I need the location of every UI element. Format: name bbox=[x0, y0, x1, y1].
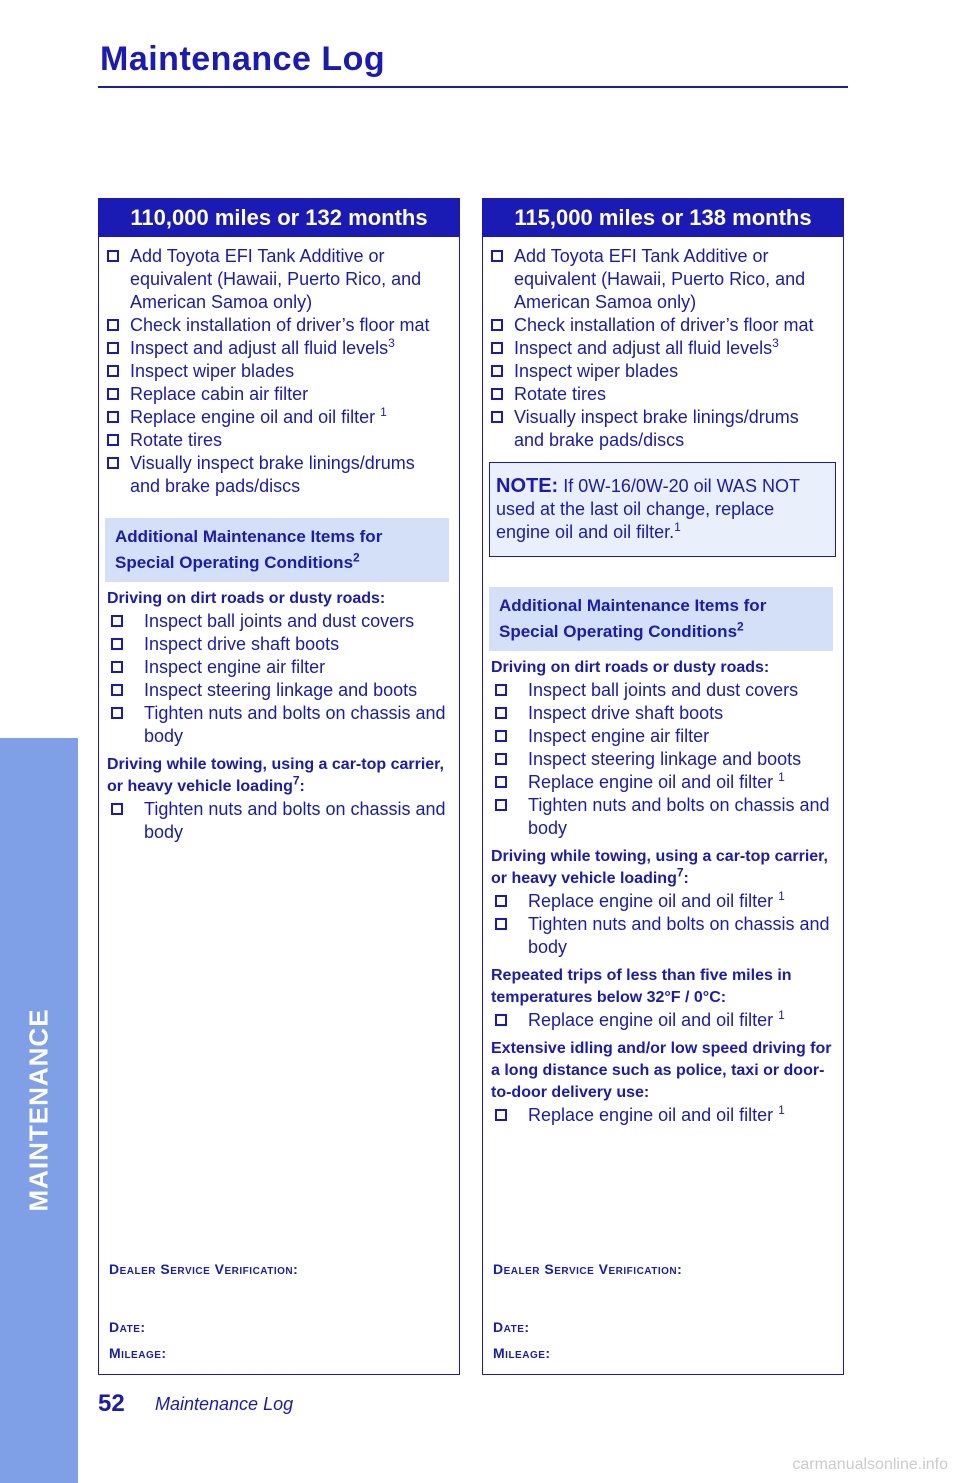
item-footnote: 1 bbox=[778, 1103, 785, 1117]
checklist-item bbox=[107, 452, 449, 498]
item-text: Replace engine oil and oil filter bbox=[528, 1105, 779, 1125]
oil-note bbox=[489, 462, 836, 557]
checklist-item bbox=[107, 679, 449, 702]
item-footnote: 3 bbox=[388, 336, 395, 350]
condition-label bbox=[491, 1038, 833, 1104]
dealer-verification-label: Dealer Service Verification: bbox=[109, 1261, 299, 1277]
checkbox-icon[interactable] bbox=[107, 342, 119, 354]
checklist-item bbox=[107, 656, 449, 679]
checkbox-icon[interactable] bbox=[491, 388, 503, 400]
conditions-list bbox=[107, 588, 449, 844]
conditions-list bbox=[491, 657, 833, 1127]
item-text: Check installation of driver’s floor mat bbox=[514, 315, 814, 335]
interval-column-115k bbox=[482, 198, 844, 1375]
item-text: Inspect drive shaft boots bbox=[528, 703, 724, 723]
item-text: Inspect steering linkage and boots bbox=[144, 680, 418, 700]
additional-items-heading bbox=[105, 518, 449, 582]
checkbox-icon[interactable] bbox=[111, 803, 123, 815]
checkbox-icon[interactable] bbox=[107, 319, 119, 331]
item-text: Replace engine oil and oil filter bbox=[528, 772, 779, 792]
additional-items-footnote: 2 bbox=[353, 550, 360, 565]
maintenance-list bbox=[491, 245, 833, 452]
section-side-label: MAINTENANCE bbox=[23, 1008, 54, 1212]
checkbox-icon[interactable] bbox=[495, 1014, 507, 1026]
item-text: Visually inspect brake linings/drums and brake pads/discs bbox=[130, 453, 415, 496]
condition-label-suffix: : bbox=[299, 778, 305, 795]
interval-body bbox=[483, 237, 843, 1127]
item-text: Rotate tires bbox=[514, 384, 607, 404]
checklist-item bbox=[491, 794, 833, 840]
page-title: Maintenance Log bbox=[100, 40, 386, 78]
checklist-item bbox=[107, 610, 449, 633]
date-label: Date: bbox=[493, 1319, 530, 1335]
checkbox-icon[interactable] bbox=[111, 638, 123, 650]
additional-items-footnote: 2 bbox=[737, 619, 744, 634]
checklist-item bbox=[491, 702, 833, 725]
item-text: Inspect and adjust all fluid levels bbox=[130, 338, 389, 358]
item-text: Tighten nuts and bolts on chassis and body bbox=[528, 914, 830, 957]
checkbox-icon[interactable] bbox=[491, 250, 503, 262]
checkbox-icon[interactable] bbox=[495, 895, 507, 907]
checklist-item bbox=[491, 337, 833, 360]
interval-column-110k bbox=[98, 198, 460, 1375]
condition-label bbox=[107, 754, 449, 798]
checkbox-icon[interactable] bbox=[491, 365, 503, 377]
condition-label-text: Driving on dirt roads or dusty roads: bbox=[491, 659, 770, 676]
mileage-label: Mileage: bbox=[493, 1345, 551, 1361]
item-footnote: 3 bbox=[772, 336, 779, 350]
checklist-item bbox=[107, 314, 449, 337]
checklist-item bbox=[107, 406, 449, 429]
note-text: If 0W-16/0W-20 oil WAS NOT used at the last oil change, replace engine oil and oil filter. bbox=[496, 476, 800, 542]
condition-label-text: Extensive idling and/or low speed driving for a long distance such as police, taxi or door-to-door delivery use: bbox=[491, 1040, 832, 1101]
condition-footnote: 7 bbox=[292, 773, 300, 788]
item-text: Replace engine oil and oil filter bbox=[528, 891, 779, 911]
interval-body bbox=[99, 237, 459, 844]
checklist-item bbox=[491, 748, 833, 771]
checkbox-icon[interactable] bbox=[111, 707, 123, 719]
condition-label-suffix: : bbox=[683, 870, 689, 887]
mileage-label: Mileage: bbox=[109, 1345, 167, 1361]
item-text: Inspect drive shaft boots bbox=[144, 634, 340, 654]
item-text: Inspect wiper blades bbox=[514, 361, 679, 381]
checkbox-icon[interactable] bbox=[495, 1109, 507, 1121]
footer-label: Maintenance Log bbox=[155, 1394, 294, 1414]
checklist-item bbox=[491, 245, 833, 314]
item-text: Replace cabin air filter bbox=[130, 384, 309, 404]
checklist-item bbox=[491, 725, 833, 748]
maintenance-list bbox=[107, 245, 449, 498]
checklist-item bbox=[491, 314, 833, 337]
checklist-item bbox=[107, 383, 449, 406]
item-text: Inspect steering linkage and boots bbox=[528, 749, 802, 769]
item-text: Replace engine oil and oil filter bbox=[130, 407, 381, 427]
condition-label bbox=[491, 965, 833, 1009]
item-text: Replace engine oil and oil filter bbox=[528, 1010, 779, 1030]
checklist-item bbox=[491, 360, 833, 383]
checkbox-icon[interactable] bbox=[107, 434, 119, 446]
condition-label-text: Driving while towing, using a car-top carrier, or heavy vehicle loading bbox=[491, 848, 828, 887]
condition-label bbox=[491, 846, 833, 890]
condition-label-text: Driving while towing, using a car-top carrier, or heavy vehicle loading bbox=[107, 756, 444, 795]
item-text: Inspect engine air filter bbox=[528, 726, 710, 746]
item-text: Tighten nuts and bolts on chassis and body bbox=[528, 795, 830, 838]
checkbox-icon[interactable] bbox=[495, 776, 507, 788]
item-text: Inspect engine air filter bbox=[144, 657, 326, 677]
checkbox-icon[interactable] bbox=[495, 684, 507, 696]
checkbox-icon[interactable] bbox=[111, 684, 123, 696]
item-text: Add Toyota EFI Tank Additive or equivalent (Hawaii, Puerto Rico, and American Samoa only) bbox=[514, 246, 806, 312]
checklist-item bbox=[107, 360, 449, 383]
item-text: Inspect wiper blades bbox=[130, 361, 295, 381]
additional-items-heading-text: Additional Maintenance Items for Special Operating Conditions bbox=[499, 596, 767, 641]
checkbox-icon[interactable] bbox=[495, 753, 507, 765]
checkbox-icon[interactable] bbox=[491, 411, 503, 423]
checklist-item bbox=[107, 245, 449, 314]
checkbox-icon[interactable] bbox=[495, 799, 507, 811]
checkbox-icon[interactable] bbox=[107, 388, 119, 400]
interval-header: 110,000 miles or 132 months bbox=[99, 199, 459, 237]
checklist-item bbox=[491, 383, 833, 406]
dealer-verification-label: Dealer Service Verification: bbox=[493, 1261, 683, 1277]
condition-footnote: 7 bbox=[676, 865, 684, 880]
checkbox-icon[interactable] bbox=[111, 661, 123, 673]
checkbox-icon[interactable] bbox=[491, 319, 503, 331]
additional-items-heading-text: Additional Maintenance Items for Special Operating Conditions bbox=[115, 527, 383, 572]
watermark: carmanualsonline.info bbox=[792, 1456, 948, 1473]
item-text: Rotate tires bbox=[130, 430, 223, 450]
condition-label bbox=[107, 588, 449, 610]
checkbox-icon[interactable] bbox=[107, 457, 119, 469]
condition-label-text: Repeated trips of less than five miles in temperatures below 32°F / 0°C: bbox=[491, 967, 792, 1006]
item-text: Visually inspect brake linings/drums and brake pads/discs bbox=[514, 407, 799, 450]
checkbox-icon[interactable] bbox=[491, 342, 503, 354]
item-text: Check installation of driver’s floor mat bbox=[130, 315, 430, 335]
checkbox-icon[interactable] bbox=[495, 707, 507, 719]
checklist-item bbox=[491, 771, 833, 794]
item-text: Tighten nuts and bolts on chassis and body bbox=[144, 799, 446, 842]
note-label: NOTE: bbox=[496, 475, 559, 497]
checkbox-icon[interactable] bbox=[107, 411, 119, 423]
checklist-item bbox=[107, 429, 449, 452]
checkbox-icon[interactable] bbox=[107, 365, 119, 377]
title-divider bbox=[98, 86, 848, 88]
checklist-item bbox=[491, 679, 833, 702]
checklist-item bbox=[491, 913, 833, 959]
checklist-item bbox=[491, 1009, 833, 1032]
item-footnote: 1 bbox=[778, 889, 785, 903]
checklist-item bbox=[107, 702, 449, 748]
checklist-item bbox=[107, 633, 449, 656]
condition-label-text: Driving on dirt roads or dusty roads: bbox=[107, 590, 386, 607]
checklist-item bbox=[107, 337, 449, 360]
checkbox-icon[interactable] bbox=[495, 730, 507, 742]
item-text: Inspect ball joints and dust covers bbox=[144, 611, 415, 631]
condition-label bbox=[491, 657, 833, 679]
checklist-item bbox=[107, 798, 449, 844]
item-text: Inspect and adjust all fluid levels bbox=[514, 338, 773, 358]
item-text: Add Toyota EFI Tank Additive or equivalent (Hawaii, Puerto Rico, and American Samoa only) bbox=[130, 246, 422, 312]
checklist-item bbox=[491, 1104, 833, 1127]
item-footnote: 1 bbox=[380, 405, 387, 419]
checklist-item bbox=[491, 406, 833, 452]
item-text: Tighten nuts and bolts on chassis and body bbox=[144, 703, 446, 746]
note-footnote: 1 bbox=[674, 520, 681, 534]
additional-items-heading bbox=[489, 587, 833, 651]
checkbox-icon[interactable] bbox=[111, 615, 123, 627]
date-label: Date: bbox=[109, 1319, 146, 1335]
interval-header: 115,000 miles or 138 months bbox=[483, 199, 843, 237]
checkbox-icon[interactable] bbox=[495, 918, 507, 930]
page-number: 52 bbox=[98, 1390, 125, 1417]
checklist-item bbox=[491, 890, 833, 913]
item-footnote: 1 bbox=[778, 1008, 785, 1022]
item-text: Inspect ball joints and dust covers bbox=[528, 680, 799, 700]
item-footnote: 1 bbox=[778, 770, 785, 784]
checkbox-icon[interactable] bbox=[107, 250, 119, 262]
